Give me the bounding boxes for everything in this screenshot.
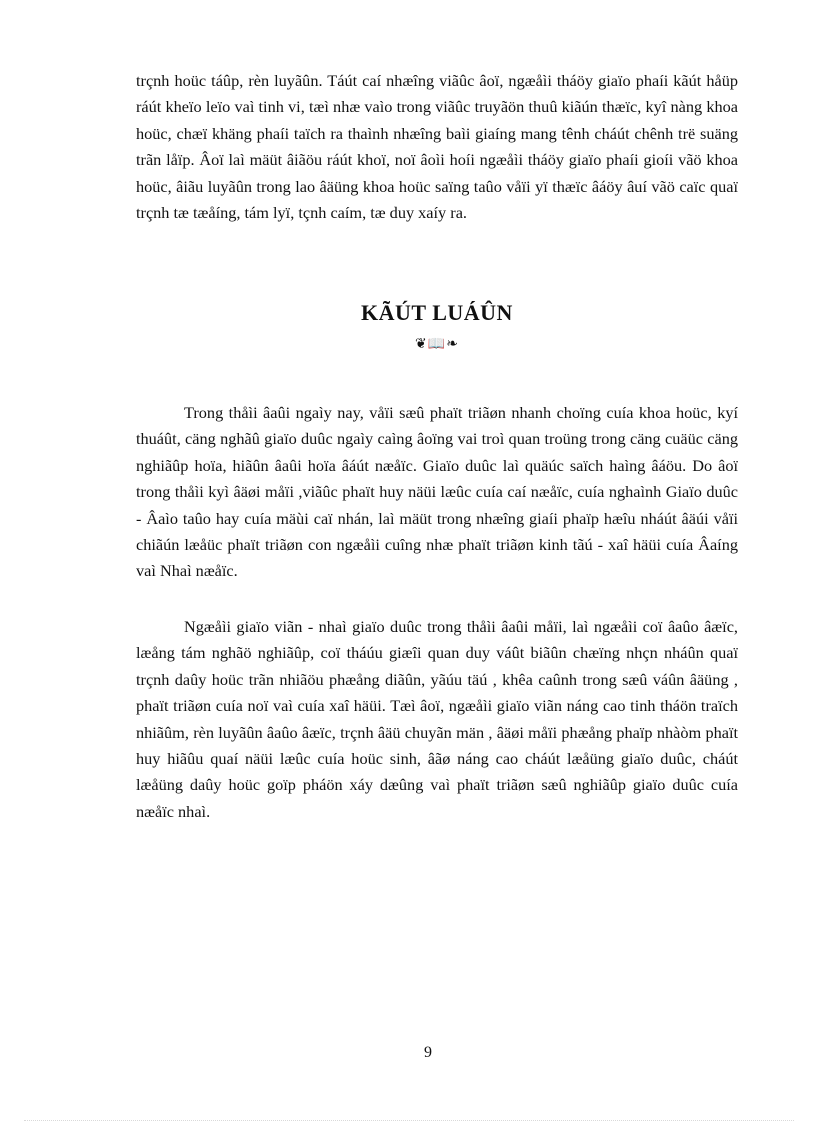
body-paragraph-2: Ngæåìi giaïo viãn - nhaì giaïo duûc trong thåìi âaûi måïi, laì ngæåìi coï âaûo âæïc, læång tám nghãö nghiãûp, coï tháúu giæîi quan duy váût biãûn chæïng nhçn nháûn quaï trçnh daûy hoüc trãn nhiãöu phæång diãûn, yãúu täú , khêa caûnh trong sæû váûn âäüng , phaït triãøn cuía noï vaì cuía xaî häüi. Tæì âoï, ngæåìi giaïo viãn náng cao tinh tháön traïch nhiãûm, rèn luyãûn âaûo âæïc, trçnh âäü chuyãn män , âäøi måïi phæång phaïp nhàòm phaït huy hiãûu quaí näüi læûc cuía hoüc sinh, âãø náng cao cháút læåüng giaïo duûc, cháút læåüng daûy hoüc goïp pháön xáy dæûng vaì phaït triãøn sæû nghiãûp giaïo duûc cuía næåïc nhaì. xyxy=(136,617,738,821)
page-number: 9 xyxy=(424,1044,432,1061)
book-ornament-icon: ❦📖❧ xyxy=(415,337,459,352)
section-heading: KÃÚT LUÁÛN xyxy=(361,300,513,325)
page-divider xyxy=(24,1120,794,1121)
body-paragraph-1: Trong thåìi âaûi ngaìy nay, våïi sæû phaït triãøn nhanh choïng cuía khoa hoüc, kyí thuáût, cäng nghãû giaïo duûc ngaìy caìng âoïng vai troì quan troüng trong cäng cuäüc cäng nghiãûp hoïa, hiãûn âaûi hoïa âáút næåïc. Giaïo duûc laì quäúc saïch haìng âáöu. Do âoï trong thåìi kyì âäøi måïi ,viãûc phaït huy näüi læûc cuía caí næåïc, cuía nghaình Giaïo duûc - Âaìo taûo hay cuía mäùi caï nhán, laì mäüt trong nhæîng giaíi phaïp hæîu nháút âäúi våïi chiãún læåüc phaït triãøn con ngæåìi cuîng nhæ phaït triãøn kinh tãú - xaî häüi cuía Âaíng vaì Nhaì næåïc. xyxy=(136,403,738,581)
intro-paragraph: trçnh hoüc táûp, rèn luyãûn. Táút caí nhæîng viãûc âoï, ngæåìi tháöy giaïo phaíi kãút håüp ráút kheïo leïo vaì tinh vi, tæì nhæ vaìo trong viãûc truyãön thuû kiãún thæïc, kyî nàng khoa hoüc, chæï khäng phaíi taïch ra thaình nhæîng baìi giaíng mang tênh cháút chênh trë suäng trãn låïp. Âoï laì mäüt âiãöu ráút khoï, noï âoìi hoíi ngæåìi tháöy giaïo phaíi gioíi vãö khoa hoüc, âiãu luyãûn trong lao âäüng khoa hoüc saïng taûo våïi yï thæïc âáöy âuí vãö caïc quaï trçnh tæ tæåíng, tám lyï, tçnh caím, tæ duy xaíy ra. xyxy=(136,71,738,223)
